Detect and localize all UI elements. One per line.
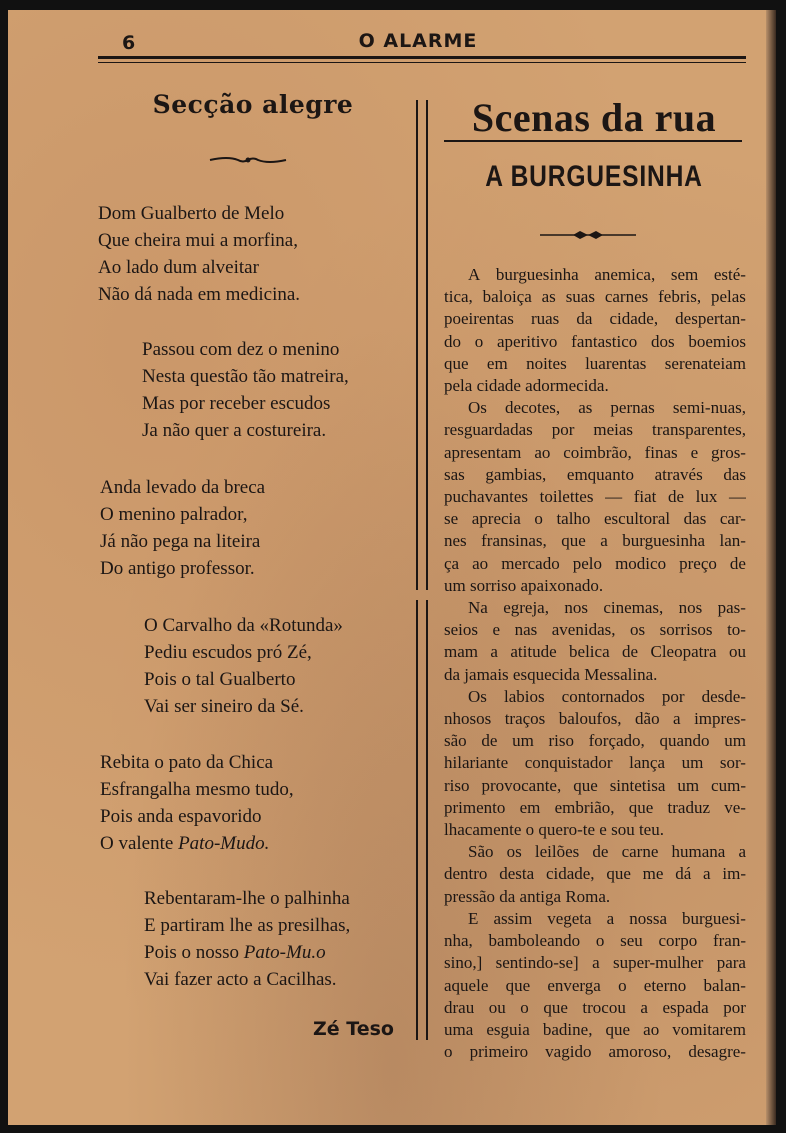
article-line: nes fransinas, que a burguesinha lan- bbox=[444, 531, 746, 551]
article-line: A burguesinha anemica, sem esté- bbox=[468, 265, 746, 284]
article-line: lhacamente o quero-te e sou teu. bbox=[444, 820, 664, 840]
poem-line bbox=[100, 830, 294, 857]
section-title: Secção alegre bbox=[152, 90, 354, 119]
header-rule-thick bbox=[98, 56, 746, 59]
article-line: puchavantes toilettes — fiat de lux — bbox=[444, 487, 746, 507]
article-line: sino,] sentindo-se] a super-mulher para bbox=[444, 953, 746, 973]
poem-line: Passou com dez o menino bbox=[142, 339, 340, 360]
poem-text-italic: Pato-Mudo. bbox=[178, 833, 270, 854]
poem-line: Pois o tal Gualberto bbox=[144, 669, 296, 690]
article-line: resguardadas por meias transparentes, bbox=[444, 420, 746, 440]
poem-line: Nesta questão tão matreira, bbox=[142, 366, 349, 387]
article-subtitle: A BURGUESINHA bbox=[485, 160, 703, 193]
poem-line: Que cheira mui a morfina, bbox=[98, 230, 298, 251]
poem-line: Pois anda espavorido bbox=[100, 806, 262, 827]
poem-line: Vai ser sineiro da Sé. bbox=[144, 696, 304, 717]
poem-line: O menino palrador, bbox=[100, 504, 248, 525]
article-line: riso provocante, que sintetisa um cum- bbox=[444, 775, 746, 795]
article-body bbox=[444, 264, 746, 1063]
poem-line: Ja não quer a costureira. bbox=[142, 420, 327, 441]
article-line: Os decotes, as pernas semi-nuas, bbox=[468, 398, 746, 418]
article-line: nha, bamboleando o seu corpo fran- bbox=[444, 931, 746, 951]
column-divider-line bbox=[416, 600, 418, 1040]
article-line: São os leilões de carne humana a bbox=[468, 842, 746, 862]
poem-line: E partiram lhe as presilhas, bbox=[144, 915, 351, 936]
article-line: seios e nas avenidas, os sorrisos to- bbox=[444, 620, 746, 640]
article-title: Scenas da rua bbox=[471, 95, 717, 140]
article-line: nhosos traços baloufos, dão a impres- bbox=[444, 709, 746, 729]
poem-line: Não dá nada em medicina. bbox=[98, 284, 301, 305]
article-line: o primeiro vagido amoroso, desagre- bbox=[444, 1042, 746, 1062]
poem-stanza bbox=[142, 336, 349, 444]
article-line: tica, baloiça as suas carnes febris, pelas bbox=[444, 287, 746, 307]
poem-line: Ao lado dum alveitar bbox=[98, 257, 259, 278]
poem-text: O valente bbox=[100, 833, 179, 854]
article-line: aquele que enverga o eterno balan- bbox=[444, 975, 746, 995]
article-line: apresentam ao coimbrão, finas e gros- bbox=[444, 442, 746, 462]
article-line: pressão da antiga Roma. bbox=[444, 886, 611, 906]
poem-stanza bbox=[100, 749, 294, 857]
article-line: ça ao mercado pelo modico preço de bbox=[444, 553, 746, 573]
article-line: drau ou o que trocou a espada por bbox=[444, 997, 746, 1017]
poem-line: Já não pega na liteira bbox=[100, 531, 261, 552]
poem-line: O Carvalho da «Rotunda» bbox=[144, 615, 343, 636]
page-edge-shadow bbox=[766, 10, 776, 1125]
article-line: Os labios contornados por desde- bbox=[468, 686, 746, 706]
poem-line: Anda levado da breca bbox=[100, 477, 266, 498]
article-line: mam a atitude belica de Cleopatra ou bbox=[444, 642, 746, 662]
article-line: poeirentas ruas da cidade, despertan- bbox=[444, 309, 746, 329]
poem-line: Do antigo professor. bbox=[100, 558, 255, 579]
ornament-divider bbox=[208, 154, 288, 166]
poem-line: Pediu escudos pró Zé, bbox=[144, 642, 312, 663]
poem-stanza bbox=[144, 612, 343, 720]
header-rule-thin bbox=[98, 62, 746, 63]
author-signature: Zé Teso bbox=[313, 1018, 394, 1040]
poem-stanza bbox=[98, 200, 300, 308]
title-rule bbox=[444, 140, 742, 142]
poem-line: Rebentaram-lhe o palhinha bbox=[144, 888, 350, 909]
poem-stanza bbox=[100, 474, 265, 582]
column-divider-line bbox=[426, 600, 428, 1040]
column-divider-line bbox=[426, 100, 428, 590]
poem-line: Vai fazer acto a Cacilhas. bbox=[144, 969, 337, 990]
article-line: uma esguia badine, que ao vomitarem bbox=[444, 1019, 746, 1039]
poem-stanza bbox=[144, 885, 350, 993]
article-line: Na egreja, nos cinemas, nos pas- bbox=[468, 598, 746, 618]
ornament-divider bbox=[538, 230, 638, 240]
article-line: são de um riso forçado, quando um bbox=[444, 731, 746, 751]
poem-line: Esfrangalha mesmo tudo, bbox=[100, 779, 294, 800]
poem-line bbox=[144, 939, 350, 966]
article-line: dentro desta cidade, que me dá a im- bbox=[444, 864, 746, 884]
poem-text-italic: Pato-Mu.o bbox=[243, 942, 326, 963]
article-line: um sorriso apaixonado. bbox=[444, 575, 604, 595]
article-line: sas gambias, emquanto através das bbox=[444, 464, 746, 484]
article-line: hilariante conquistador lança um sor- bbox=[444, 753, 746, 773]
page-number: 6 bbox=[122, 32, 136, 54]
article-line: pela cidade adormecida. bbox=[444, 376, 609, 396]
poem-line: Dom Gualberto de Melo bbox=[98, 203, 285, 224]
poem-line: Mas por receber escudos bbox=[142, 393, 331, 414]
article-line: primento em embrião, que traduz ve- bbox=[444, 797, 746, 817]
poem-text: Pois o nosso bbox=[144, 942, 244, 963]
article-line: da jamais esquecida Messalina. bbox=[444, 664, 658, 684]
masthead: O ALARME bbox=[358, 30, 478, 52]
newspaper-page bbox=[8, 10, 776, 1125]
article-line: do o aperitivo fantastico dos boemios bbox=[444, 331, 746, 351]
column-divider-line bbox=[416, 100, 418, 590]
article-line: se aprecia o talho escultoral das car- bbox=[444, 509, 746, 529]
article-line: que em noites luarentas serenateiam bbox=[444, 353, 746, 373]
poem-line: Rebita o pato da Chica bbox=[100, 752, 274, 773]
article-line: E assim vegeta a nossa burguesi- bbox=[468, 908, 746, 928]
